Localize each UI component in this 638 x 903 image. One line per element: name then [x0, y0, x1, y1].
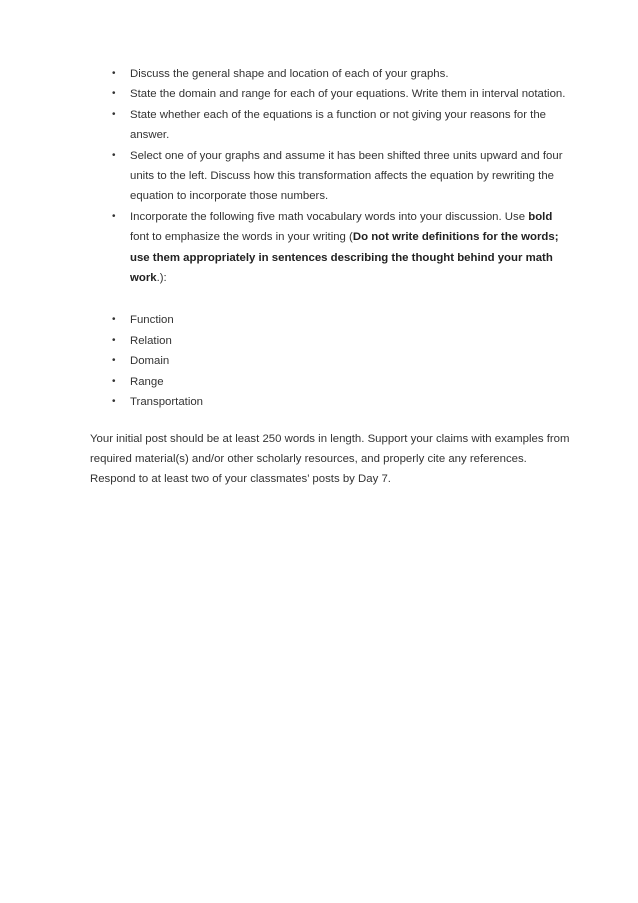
vocabulary-word: Transportation	[130, 396, 204, 409]
list-item-text: Discuss the general shape and location of each of your graphs.	[130, 68, 449, 80]
list-item-vocabulary-instruction	[90, 207, 570, 289]
closing-paragraph-respond: Respond to at least two of your classmates’ posts by Day 7.	[90, 473, 391, 486]
vocabulary-item	[90, 351, 570, 371]
vocab-instruction-part1: Incorporate the following five math vocabulary words into your discussion. Use	[130, 210, 529, 223]
vocab-instruction-bold-word: bold	[528, 210, 553, 223]
vocabulary-word: Range	[130, 375, 164, 388]
closing-section	[90, 429, 570, 490]
vocabulary-item	[90, 372, 570, 392]
vocab-instruction-bold-phrase: Do not write definitions for the words; use them appropriately in sentences describing the thought behind your math work	[130, 231, 559, 285]
vocabulary-list	[90, 310, 570, 412]
list-item-text: State the domain and range for each of your equations. Write them in interval notation.	[130, 88, 566, 101]
vocab-instruction-part3: .):	[156, 272, 167, 285]
instruction-list	[90, 64, 570, 288]
bullet-icon: •	[112, 88, 116, 100]
vocab-instruction-part2: font to emphasize the words in your writing (	[130, 231, 353, 244]
bullet-icon: •	[112, 334, 116, 346]
list-item	[90, 84, 570, 104]
vocabulary-item	[90, 392, 570, 412]
vocabulary-word: Domain	[130, 355, 170, 368]
list-item-text: State whether each of the equations is a function or not giving your reasons for the answer.	[130, 108, 547, 142]
list-item-text: Select one of your graphs and assume it has been shifted three units upward and four units to the left. Discuss how this transformation affects the equation by rewriting the equation to incorporate those numbers.	[130, 149, 563, 203]
vocabulary-item	[90, 310, 570, 330]
document-content	[90, 64, 570, 490]
closing-paragraph-length: Your initial post should be at least 250 words in length. Support your claims with examples from required material(s) and/or other scholarly resources, and properly cite any references.	[90, 432, 570, 465]
vocabulary-word: Function	[130, 314, 174, 327]
list-item	[90, 64, 570, 84]
bullet-icon: •	[112, 396, 116, 408]
bullet-icon: •	[112, 149, 116, 161]
list-item	[90, 146, 570, 207]
vocabulary-item	[90, 331, 570, 351]
list-item	[90, 105, 570, 146]
bullet-icon: •	[112, 314, 116, 326]
bullet-icon: •	[112, 375, 116, 387]
bullet-icon: •	[112, 68, 116, 79]
vocabulary-word: Relation	[130, 334, 172, 347]
bullet-icon: •	[112, 210, 116, 222]
bullet-icon: •	[112, 355, 116, 367]
bullet-icon: •	[112, 108, 116, 120]
